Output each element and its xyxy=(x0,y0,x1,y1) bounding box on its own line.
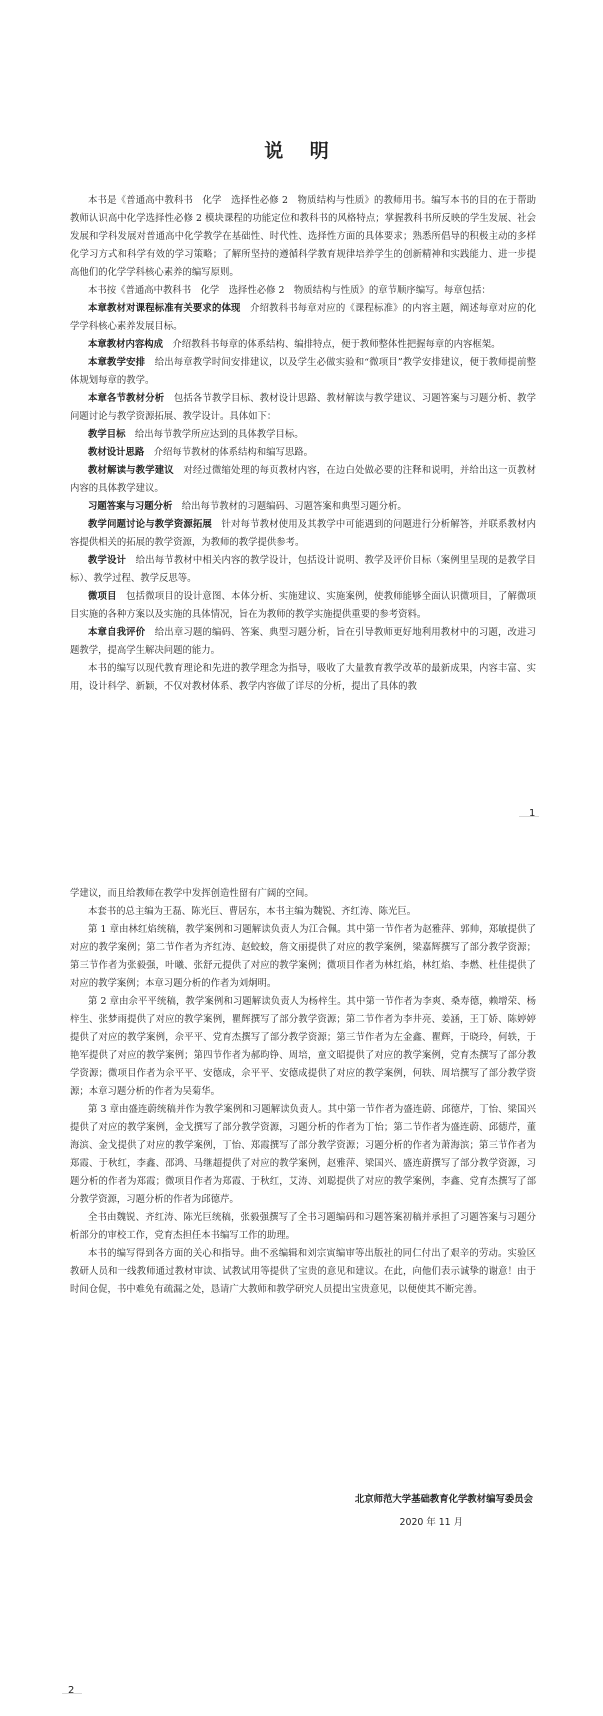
paragraph-text: 全书由魏锐、齐红涛、陈光巨统稿，张毅强撰写了全书习题编码和习题答案初稿并承担了习题答案与习题分析部分的审校工作，党育杰担任本书编写工作的助理。 xyxy=(70,1212,536,1241)
paragraph-text: 包括各节教学目标、教材设计思路、教材解读与教学建议、习题答案与习题分析、教学问题讨论与教学资源拓展、教学设计。具体如下： xyxy=(70,393,536,422)
paragraph-text: 本书的编写以现代教育理论和先进的教学理念为指导，吸收了大量教育教学改革的最新成果，内容丰富、实用，设计科学、新颖，不仅对教材体系、教学内容做了详尽的分析，提出了具体的教 xyxy=(70,663,536,692)
paragraph-text: 对经过微缩处理的每页教材内容，在边白处做必要的注释和说明，并给出这一页教材内容的具体教学建议。 xyxy=(70,465,536,494)
paragraph xyxy=(70,552,536,588)
paragraph xyxy=(70,354,536,390)
signature-date: 2020 年 11 月 xyxy=(399,1517,463,1528)
paragraph-heading: 本章教材对课程标准有关要求的体现 xyxy=(88,303,241,314)
paragraph xyxy=(70,921,536,993)
paragraph-text: 给出每节教学所应达到的具体教学目标。 xyxy=(125,429,304,440)
paragraph-text: 给出章习题的编码、答案、典型习题分析，旨在引导教师更好地利用教材中的习题，改进习题教学，提高学生解决问题的能力。 xyxy=(70,627,536,656)
paragraph-text: 第 2 章由佘平平统稿，教学案例和习题解读负责人为杨梓生。其中第一节作者为李爽、桑寿德，赖增荣、杨梓生、张梦雨提供了对应的教学案例，瞿辉撰写了部分教学资源；第二节作者为李井亮、姜涵，王丁娇、陈婷婷提供了对应的教学案例，佘平平、党育杰撰写了部分教学资源；第三节作者为左金鑫、瞿辉，于晓玲，何轶，于艳军提供了对应的教学案例；第四节作者为郝昀铮、周培，童文昭提供了对应的教学案例，党育杰撰写了部分教学资源；微项目作者为佘平平、安德成，佘平平、安德成提供了对应的教学案例，何轶、周培撰写了部分教学资源；本章习题分析的作者为吴菊华。 xyxy=(70,996,536,1097)
paragraph xyxy=(70,462,536,498)
paragraph-text: 本套书的总主编为王磊、陈光巨、曹居东，本书主编为魏锐、齐红涛、陈光巨。 xyxy=(88,906,417,917)
paragraph-text: 给出每节教材中相关内容的教学设计，包括设计说明、教学及评价目标（案例里呈现的是教学目标）、教学过程、教学反思等。 xyxy=(70,555,536,584)
paragraph xyxy=(70,1101,536,1209)
paragraph-heading: 本章教材内容构成 xyxy=(88,339,164,350)
paragraph-heading: 本章各节教材分析 xyxy=(88,393,165,404)
paragraph xyxy=(70,516,536,552)
page-number: 2 xyxy=(68,1685,75,1696)
paragraph-text: 给出每节教材的习题编码、习题答案和典型习题分析。 xyxy=(172,501,407,512)
paragraph-text: 本书是《普通高中教科书 化学 选择性必修 2 物质结构与性质》的教师用书。编写本书的目的在于帮助教师认识高中化学选择性必修 2 模块课程的功能定位和教科书的风格特点；掌握教科书所反映的学生发展、社会发展和学科发展对普通高中化学教学在基础性、时代性、选择性方面的具体要求；熟悉所倡导的积极主动的多样化学习方式和科学有效的学习策略；了解所坚持的遵循科学教育规律培养学生的创新精神和实践能力、进一步提高他们的化学学科核心素养的编写原则。 xyxy=(70,195,536,278)
paragraph-heading: 教学设计 xyxy=(88,555,127,566)
paragraph-heading: 教材设计思路 xyxy=(88,447,145,458)
paragraph xyxy=(70,390,536,426)
page-two-body xyxy=(70,885,536,1299)
page-title: 说 明 xyxy=(264,140,339,162)
paragraph xyxy=(70,1245,536,1299)
signature-organization: 北京师范大学基础教育化学教材编写委员会 xyxy=(354,1494,533,1505)
paragraph xyxy=(70,993,536,1101)
paragraph xyxy=(70,1209,536,1245)
paragraph-text: 针对每节教材使用及其教学中可能遇到的问题进行分析解答，并联系教材内容提供相关的拓展的教学资源，为教师的教学提供参考。 xyxy=(70,519,536,548)
paragraph xyxy=(70,300,536,336)
paragraph xyxy=(70,588,536,624)
paragraph-text: 包括微项目的设计意图、本体分析、实施建议、实施案例，使教师能够全面认识微项目，了解微项目实施的各种方案以及实施的具体情况，旨在为教师的教学实施提供重要的参考资料。 xyxy=(70,591,536,620)
paragraph-text: 第 3 章由盛连蔚统稿并作为教学案例和习题解读负责人。其中第一节作者为盛连蔚、邱德芹，丁怡、梁国兴提供了对应的教学案例，金戈撰写了部分教学资源，习题分析的作者为丁怡；第二节作者为盛连蔚、邱德芹，董海滨、金戈提供了对应的教学案例，丁怡、郑霞撰写了部分教学资源；习题分析的作者为萧海滨；第三节作者为郑霞、于秋红，李鑫、邵鸿、马继超提供了对应的教学案例，赵雅萍、梁国兴、盛连蔚撰写了部分教学资源，习题分析的作者为郑霞；微项目作者为郑霞、于秋红，艾涛、刘聪提供了对应的教学案例，李鑫、党育杰撰写了部分教学资源，习题分析的作者为邱德芹。 xyxy=(70,1104,536,1205)
paragraph-heading: 本章自我评价 xyxy=(88,627,146,638)
paragraph-text: 给出每章教学时间安排建议，以及学生必做实验和“微项目”教学安排建议，便于教师提前整体规划每章的教学。 xyxy=(70,357,536,386)
paragraph-text: 介绍每节教材的体系结构和编写思路。 xyxy=(144,447,314,458)
page-one-body xyxy=(70,192,536,696)
paragraph-text: 介绍教科书每章对应的《课程标准》的内容主题，阐述每章对应的化学学科核心素养发展目标。 xyxy=(70,303,536,332)
paragraph xyxy=(70,426,536,444)
paragraph-heading: 习题答案与习题分析 xyxy=(88,501,173,512)
paragraph-text: 学建议，而且给教师在教学中发挥创造性留有广阔的空间。 xyxy=(70,888,314,899)
paragraph-heading: 微项目 xyxy=(88,591,117,602)
paragraph-heading: 教学目标 xyxy=(88,429,126,440)
paragraph xyxy=(70,192,536,282)
paragraph xyxy=(70,498,536,516)
paragraph xyxy=(70,444,536,462)
paragraph-heading: 本章教学安排 xyxy=(88,357,146,368)
paragraph-text: 介绍教科书每章的体系结构、编排特点，便于教师整体性把握每章的内容框架。 xyxy=(163,339,501,350)
paragraph-heading: 教学问题讨论与教学资源拓展 xyxy=(88,519,212,530)
paragraph xyxy=(70,624,536,660)
paragraph-heading: 教材解读与教学建议 xyxy=(88,465,174,476)
page-number: 1 xyxy=(529,808,536,819)
paragraph-text: 本书的编写得到各方面的关心和指导。曲不丞编辑和刘宗寅编审等出版社的同仁付出了艰辛的劳动。实验区教研人员和一线教师通过教材审读、试教试用等提供了宝贵的意见和建议。在此，向他们表示诚挚的谢意！由于时间仓促，书中难免有疏漏之处，恳请广大教师和教学研究人员提出宝贵意见，以便使其不断完善。 xyxy=(70,1248,536,1295)
paragraph xyxy=(70,903,536,921)
paragraph xyxy=(70,282,536,300)
paragraph-text: 本书按《普通高中教科书 化学 选择性必修 2 物质结构与性质》的章节顺序编写。每章包括： xyxy=(88,285,491,296)
paragraph xyxy=(70,336,536,354)
paragraph-text: 第 1 章由林红焰统稿，教学案例和习题解读负责人为江合佩。其中第一节作者为赵雅萍、郭帅，郑敏提供了对应的教学案例；第二节作者为齐红涛、赵蛟蛟，詹文丽提供了对应的教学案例，梁嘉辉撰写了部分教学资源；第三节作者为张毅强，叶曦、张舒元提供了对应的教学案例；微项目作者为林红焰，林红焰、李燃、杜佳提供了对应的教学案例；本章习题分析的作者为刘炯明。 xyxy=(70,924,536,989)
paragraph xyxy=(70,885,536,903)
paragraph xyxy=(70,660,536,696)
